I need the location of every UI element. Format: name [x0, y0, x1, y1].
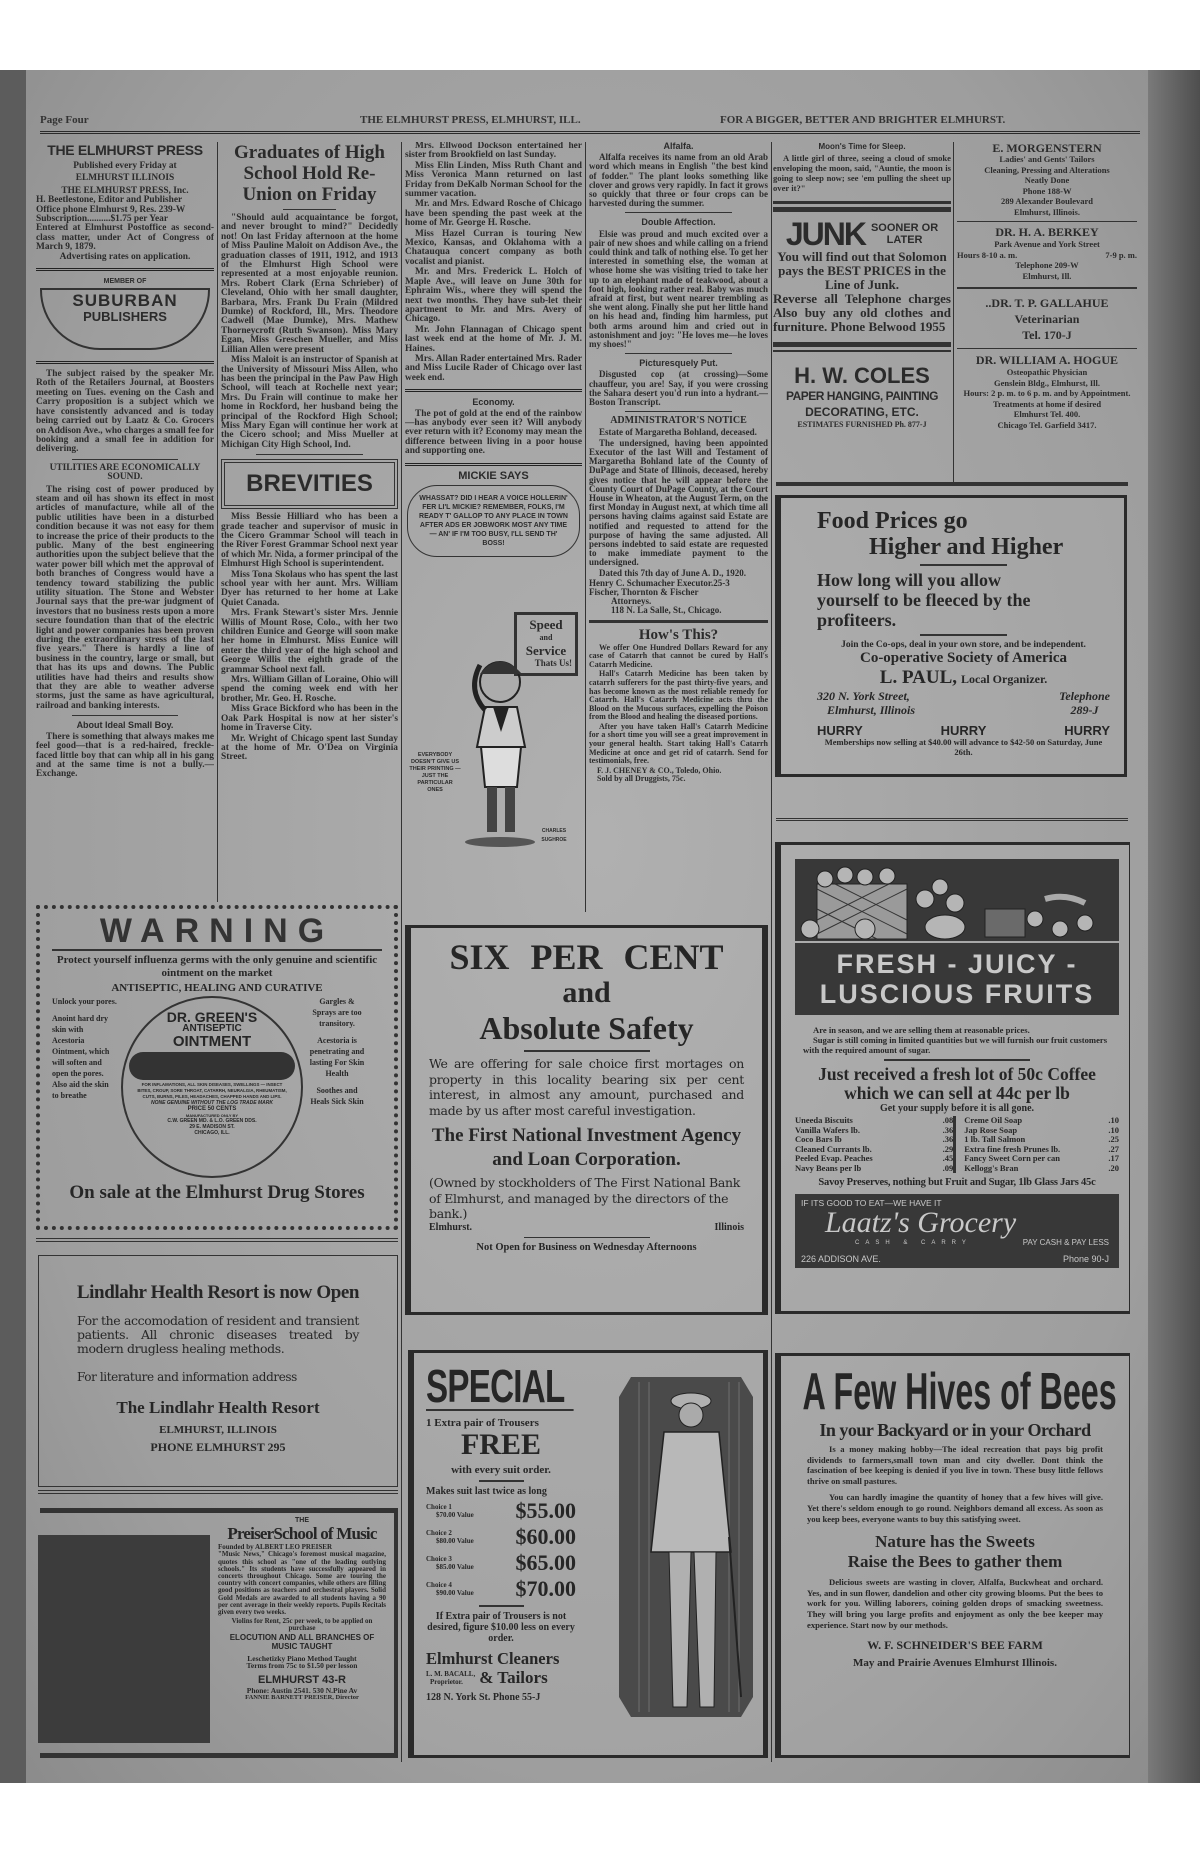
article-paragraph: There is something that always makes me feel good—that is a red-haired, freckle-faced little boy that can whip all in his gang and at the same time is not a bully.—Exchange.: [36, 731, 214, 780]
item-price: .36: [942, 1124, 954, 1135]
elmhurst-cleaners-ad: SPECIAL 1 Extra pair of Trousers FREE with every suit order. Makes suit last twice as long Choice 1 $70.00 Value $55.00 Choice 2 $80.00 Value $60.00 Choice 3 $85.00 Value $65.00 Choice 4 $90.00 Value $70.00 If Extra pair of Trousers is not desired, figure $10.00 less on every order. Elmhurst Cleaners L. M. BACALL, Proprietor. & Tailors 128 N. York St. Phone 55-J: [408, 1350, 768, 1758]
item-price: .45: [942, 1153, 954, 1163]
column-5: [773, 142, 951, 482]
headline-hows-this: How's This?: [638, 626, 719, 643]
dr-greens-seal: DR. GREEN'S ANTISEPTIC OINTMENT FOR INFLAMATIONS, ALL SKIN DISEASES, SWELLINGS — INSECT BITES, CROUP, SORE THROAT, CATARRH, NEURALGIA, RHEUMATISM, CUTS, BURNS, PILES, HEADACHES, CHAPPED HANDS AND LIPS. NONE GENUINE WITHOUT THE LOG TRADE MARK PRICE 50 CENTS MANUFACTURED ONLY BY C.W. GREEN MD. & L.O. GREEN DDS. 29 E. MADISON ST. CHICAGO, ILL.: [121, 996, 303, 1178]
column-2: [221, 142, 398, 904]
man-in-suit-illustration: [619, 1377, 754, 1737]
brevity-item: Mr. John Flannagan of Chicago spent last week end at the home of Mr. J. M. Haines.: [405, 324, 582, 354]
morgenstern-ad: E. MORGENSTERN Ladies' and Gents' Tailors Cleaning, Pressing and Alterations Neatly Done Phone 188-W 289 Alexander Boulevard Elmhurst, Illinois.: [984, 142, 1110, 217]
masthead-title: THE ELMHURST PRESS: [47, 142, 203, 158]
item-price: .27: [1108, 1143, 1119, 1154]
item-name: Fancy Sweet Corn per can: [964, 1153, 1060, 1163]
item-name: Cleaned Currants lb.: [795, 1143, 872, 1154]
item-price: .20: [1108, 1162, 1119, 1173]
article-paragraph: We offer One Hundred Dollars Reward for any case of Catarrh that cannot be cured by Hall's Catarrh Medicine.: [589, 642, 768, 669]
suit-choice: Choice 2 $80.00 Value $60.00: [426, 1524, 576, 1549]
ad-signature: Sold by all Druggists, 75c.: [597, 774, 686, 784]
masthead-published: Published every Friday at: [73, 161, 177, 171]
speed-service-sign: Speed and Service Thats Us!: [514, 612, 578, 676]
masthead-line: Entered at Elmhurst Postoffice as second-class matter, under Act of Congress of March 9, 1879.: [36, 223, 214, 253]
brevity-item: Miss Tona Skolaus who has spent the last school year with her aunt. Mrs. William Dyer has returned to her home at Lake Quiet Canada.: [221, 569, 398, 608]
article-paragraph: Elsie was proud and much excited over a pair of new shoes and while calling on a friend could think and talk of nothing else. To get her interested in something else, the woman at whose home she was visiting tried to take her up to an elephant made of teakwood, about a foot high, looking rather real. Baby was much afraid at first, but went nearer trembling as she went along. Finally she put her little hand on his head and, finding him harmless, put both arms around him and cried out in astonishment and joy: "He loves me—he loves my shoes!": [589, 228, 768, 350]
article-paragraph: "Should auld acquaintance be forgot, and never brought to mind?" Decidedly not! On last Friday afternoon at the home of Miss Pauline Maloit on Addison Ave., the graduation classes of 1911, 1912, and 1913 of the Elmhurst High School were represented at a most enjoyable reunion. Mrs. Robert Clark (Erna Schrieber) of Cleveland, Ohio with her small daughter, Barbara, Mrs. Frank Du Frain (Mildred Dumke) of Rockford, Ill., Mrs. Theodore Cadwell (Mae Dumke), Mrs. Mathew Thorneycroft (Ruth Swanson). Miss Mary Egan, Miss Greschen Mueller, and Miss Lillian Allen were present: [221, 213, 398, 355]
headline-double-affection: Double Affection.: [641, 217, 716, 228]
brevity-item: Mr. and Mrs. Frederick L. Holch of Maple Ave., will leave on June 30th for Ephraim Wis., where they will spend the next two months. They have sub-let their apartment to Mr. and Mrs. Avery of Chicago.: [405, 267, 582, 325]
coles-ad: H. W. COLES PAPER HANGING, PAINTING DECORATING, ETC. ESTIMATES FURNISHED Ph. 877-J: [785, 363, 939, 430]
price-row: [795, 1164, 955, 1174]
headline-administrators-notice: ADMINISTRATOR'S NOTICE: [610, 415, 747, 427]
portrait-photo: [38, 1535, 210, 1743]
article-paragraph: After you have taken Hall's Catarrh Medicine for a short time you will see a great improvement in your general health. Start taking Hall's Catarrh Medicine at once and get rid of catarrh. Send for testimonials, free.: [589, 721, 768, 766]
headline-moon: Moon's Time for Sleep.: [818, 142, 906, 151]
headline-utilities: UTILITIES ARE ECONOMICALLY SOUND.: [49, 462, 201, 483]
brevity-item: Mr. and Mrs. Edward Rosche of Chicago have been spending the past week at the home of Mr. George H. Rosche.: [405, 199, 582, 229]
item-name: Creme Oil Soap: [964, 1115, 1023, 1125]
suit-choice: Choice 3 $85.00 Value $65.00: [426, 1550, 576, 1575]
item-name: Extra fine fresh Prunes lb.: [964, 1143, 1061, 1154]
brevity-item: Mr. Wright of Chicago spent last Sunday at the home of Mr. O'Dea on Virginia Street.: [221, 733, 398, 763]
item-price: .36: [942, 1134, 954, 1144]
laatz-grocery-banner: IF ITS GOOD TO EAT—WE HAVE IT Laatz's Grocery CASH & CARRY PAY CASH & PAY LESS 226 ADDISON AVE. Phone 90-J: [795, 1194, 1119, 1268]
notice-signature: Henry C. Schumacher Executor.25-3: [589, 577, 730, 588]
mickie-says-cartoon: MICKIE SAYS WHASSAT? DID I HEAR A VOICE HOLLERIN' FER LI'L MICKIE? REMEMBER, FOLKS, I'M READY T' GALLOP TO ANY PLACE IN TOWN AFTER ADS ER JOBWORK MOST ANY TIME — AN' IF I'M TOO BUSY, I'LL SEND TH' BOSS! Speed and Service Thats Us! EVERYBODY DOESN'T GIVE US THEIR PRINTING — JUST THE PARTICULAR ONES CHARLES SUGHROE: [405, 472, 582, 852]
headline-picturesquely-put: Picturesquely Put.: [639, 358, 718, 369]
item-name: Peeled Evap. Peaches: [795, 1153, 873, 1163]
headline-alfalfa: Alfalfa.: [663, 142, 694, 151]
column-3: [405, 142, 582, 904]
item-price: .25: [1108, 1134, 1119, 1144]
lindlahr-health-resort-ad: Lindlahr Health Resort is now Open For the accomodation of resident and transient patients. All chronic diseases treated by modern drugless healing methods. For literature and information address The Lindlahr Health Resort ELMHURST, ILLINOIS PHONE ELMHURST 295: [38, 1255, 398, 1487]
bee-farm-ad: A Few Hives of Bees In your Backyard or in your Orchard Is a money making hobby—The ideal recreation that pays big profit dividends to farmers,small town man and city dweller. Dont think the fascination of bee keeping is denied if you live in town. These busy little fellows thrive on small pastures. You can hardly imagine the quantity of honey that a few hives will give. Yet there's seldom enough to go round. Neighbors demand all excess. As soon as you keep bees, everyone wants to buy this satisfying sweet. Nature has the Sweets Raise the Bees to gather them Delicious sweets are wasting in clover, Alfalfa, Buckwheat and orchard. Yes, and in sun flower, dandelion and other city growing blooms. Put the bees to work for you. Willing laborers, coining golden drops of smacking sweetness. They will bring you large profits and enjoyment as only the bee keeper may experience. Start now by our methods. W. F. SCHNEIDER'S BEE FARM May and Prairie Avenues Elmhurst Illinois.: [775, 1353, 1130, 1758]
item-name: Kellogg's Bran: [964, 1162, 1019, 1173]
article-paragraph: A little girl of three, seeing a cloud of smoke enveloping the moon, said, "Auntie, the moon is going to sleep now; see 'em pulling the sheet up over it?": [773, 153, 951, 194]
brevity-item: Miss Elin Linden, Miss Ruth Chant and Miss Veronica Mann returned on last Friday from DeKalb Norman School for the summer vacation.: [405, 160, 582, 200]
brevity-item: Mrs. William Gillan of Loraine, Ohio will spend the coming week end with her brother, Mr. Geo. H. Rosche.: [221, 675, 398, 704]
fruit-basket-illustration: [795, 859, 1119, 941]
article-paragraph: Alfalfa receives its name from an old Arab word which means in English "the best kind of fodder." The plant looks something like clover and grows very rapidly. In fact it grows so quickly that three or four crops can be harvested during the summer.: [589, 152, 768, 209]
column-1: [36, 142, 214, 904]
article-paragraph: Miss Maloit is an instructor of Spanish at the University of Missouri Miss Allen, who has been the principal in the Paw Paw High School, will teach at Rochelle next year; Mrs. Du Frain will continue to make her home in Rockford, her husband being the principal of the Rockford High School; Miss Mary Egan will continue her work at the Cicero school; and Miss Mueller at Michigan City High School, Ind.: [221, 355, 398, 450]
cartoon-note: EVERYBODY DOESN'T GIVE US THEIR PRINTING — JUST THE PARTICULAR ONES: [409, 751, 461, 793]
article-paragraph: Hall's Catarrh Medicine has been taken by catarrh sufferers for the past thirty-five years, and has become known as the most reliable remedy for Catarrh. Hall's Catarrh Medicine acts thru the Blood on the Mucous surfaces, expelling the Poison from the Blood and healing the diseased portions.: [589, 669, 768, 722]
hogue-ad: DR. WILLIAM A. HOGUE Osteopathic Physician Genslein Bldg., Elmhurst, Ill. Hours: 2 p. m. to 6 p. m. and by Appointment. Treatments at home if desired Elmhurst Tel. 400. Chicago Tel. Garfield 3417.: [963, 353, 1131, 430]
berkey-ad: DR. H. A. BERKEY Park Avenue and York Street Hours 8-10 a. m. 7-9 p. m. Telephone 209-W Elmhurst, Ill.: [957, 225, 1137, 281]
artist-signature: CHARLES SUGHROE: [541, 827, 567, 844]
item-name: Jap Rose Soap: [964, 1124, 1018, 1135]
suit-choice: Choice 4 $90.00 Value $70.00: [426, 1576, 576, 1601]
masthead-line: H. Beetlestone, Editor and Publisher: [36, 195, 183, 206]
article-paragraph: The rising cost of power produced by steam and oil has shown its effect in most articles of manufacture, while all of the public utilities have been in a disturbed condition because it was not easy for them to increase the price of their products to the public. Many of the best engineering authorities upon the subject believe that the water power bill which met the approval of both branches of Congress would have a tendency toward stabilizing the public utility situation. The Stone and Webster Journal says that the pre-war judgment of investors that no business rests upon a more secure foundation than that of the electric light and power companies has been proven during the extraordinary stress of the last five years." There is hardly a line of business in the country, large or small, but that has its ups and downs. The Public utilities have had theirs and results show that they are able to weather adverse storms, just the same as have agricultural, railroad and banking interests.: [36, 484, 214, 711]
brevity-item: Miss Hazel Curran is touring New Mexico, Kansas, and Oklahoma with a Chatauqua concert company as both vocalist and pianist.: [405, 228, 582, 267]
scan-edge-right: [1148, 70, 1200, 1783]
notice-signature: Attorneys.: [611, 596, 652, 607]
item-name: Coco Bars lb: [795, 1134, 842, 1144]
six-per-cent-ad: SIX PER CENT and Absolute Safety We are offering for sale choice first mortages on property in this locality bearing six per cent interest, in almost any amount, purchased and made by us after most careful investigation. The First National Investment Agency and Loan Corporation. (Owned by stockholders of The First National Bank of Elmhurst, and managed by the directors of the bank.) Elmhurst. Illinois Not Open for Business on Wednesday Afternoons: [405, 925, 768, 1315]
ad-signature: F. J. CHENEY & CO., Toledo, Ohio.: [597, 765, 722, 775]
brevity-item: Mrs. Ellwood Dockson entertained her sister from Brookfield on last Sunday.: [405, 142, 582, 161]
mickie-figure-illustration: [445, 652, 555, 852]
article-paragraph: Disgusted cop (at crossing)—Some chauffeur, you are! Say, if you were crossing the Sahara desert you'd run into a hydrant.—Boston Transcript.: [589, 369, 768, 408]
notice-signature: Fischer, Thornton & Fischer: [589, 586, 699, 597]
item-price: .17: [1108, 1153, 1119, 1163]
gallahue-ad: ..DR. T. P. GALLAHUE Veterinarian Tel. 170-J: [985, 296, 1109, 342]
price-row: [964, 1164, 1119, 1174]
hurry-text: HURRY: [817, 723, 863, 738]
headline-graduates: Graduates of High School Hold Re-Union on Friday: [234, 142, 385, 205]
fruits-banner: FRESH - JUICY - LUSCIOUS FRUITS: [795, 943, 1119, 1015]
suit-choice: Choice 1 $70.00 Value $55.00: [426, 1498, 576, 1523]
item-name: Vanilla Wafers lb.: [795, 1124, 860, 1135]
suburban-publishers-logo: MEMBER OF SUBURBAN PUBLISHERS: [36, 277, 214, 355]
food-prices-ad: Food Prices go Higher and Higher How long will you allow yourself to be fleeced by the profiteers. Join the Co-ops, deal in your own store, and be independent. Co-operative Society of America L. PAUL, Local Organizer. 320 N. York Street, Elmhurst, Illinois Telephone 289-J HURRY HURRY HURRY Memberships now selling at $40.00 will advance to $42-50 on Saturday, June 26th.: [775, 495, 1127, 777]
notice-paragraph: Estate of Margaretha Bohland, deceased.: [599, 427, 757, 438]
masthead-line: Office phone Elmhurst 9, Res. 239-W: [36, 204, 186, 215]
headline-small-boy: About Ideal Small Boy.: [76, 720, 174, 731]
page-header: [40, 112, 1140, 134]
item-price: .09: [942, 1162, 954, 1173]
headline-economy: Economy.: [472, 397, 515, 408]
price-list: [795, 1116, 1119, 1173]
item-name: Navy Beans per lb: [795, 1162, 862, 1173]
hurry-text: HURRY: [1064, 723, 1110, 738]
brevity-item: Miss Grace Bickford who has been in the Oak Park Hospital is now at her sister's home in Traverse City.: [221, 704, 398, 734]
column-4: [589, 142, 768, 907]
masthead-line: Subscription..........$1.75 per Year: [36, 214, 169, 225]
editorial-paragraph: The subject raised by the speaker Mr. Roth of the Retailers Journal, at Boosters meeting on Tues. evening on the Cash and Carry proposition is a subject which we have consistently advanced and is today being carried out by Laatz & Co. Grocers on Addison Ave., who charges a small fee for booking and a small fee in addition for delivering.: [36, 369, 214, 455]
item-name: 1 lb. Tall Salmon: [964, 1134, 1026, 1144]
brevity-item: Mrs. Frank Stewart's sister Mrs. Jennie Willis of Mount Rose, Colo., with her two children Eunice and George will soon make her home in Elmhurst. Miss Eunice will enter the third year of the high school and George Willis the eighth grade of the grammar School next fall.: [221, 608, 398, 675]
article-paragraph: The pot of gold at the end of the rainbow—has anybody ever seen it? Will anybody ever return with it? Economy may mean the difference between living in a poor house and supporting one.: [405, 408, 582, 457]
masthead-line: THE ELMHURST PRESS, Inc.: [61, 185, 189, 196]
notice-paragraph: The undersigned, having been appointed Executor of the last Will and Testament of Margaretha Bohland late of the County of DuPage and State of Illinois, deceased, hereby gives notice that he will appear before the County Court of DuPage County, at the Court House in Wheaton, at the August Term, on the first Monday in August next, at which time all persons having claims against said Estate are notified and requested to attend for the purpose of having the same adjusted. All persons indebted to said estate are requested to make immediate payment to the undersigned.: [589, 437, 768, 568]
page-number: Page Four: [40, 114, 89, 126]
item-price: .08: [942, 1115, 954, 1125]
laatz-grocery-ad: FRESH - JUICY - LUSCIOUS FRUITS Are in season, and we are selling them at reasonable prices. Sugar is still coming in limited quantities but we will furnish our fruit customers with the required amount of sugar. Just received a fresh lot of 50c Coffee which we can sell at 44c per lb Get your supply before it is all gone. Uneeda Biscuits .08 Vanilla Wafers lb. .36 Coco Bars lb .36 Cleaned Currants lb. .29 Peeled Evap. Peaches .45 Navy Beans per lb .09 Creme Oil Soap .10 Jap Rose Soap .10 1 lb. Tall Salmon .25 Extra fine fresh Prunes lb. .27 Fancy Sweet Corn per can .17 Kellogg's Bran .20 Savoy Preserves, nothing but Fruit and Sugar, 1lb Glass Jars 45c IF ITS GOOD TO EAT—WE HAVE IT Laatz's Grocery CASH & CARRY PAY CASH & PAY LESS 226 ADDISON AVE. Phone 90-J: [775, 842, 1130, 1314]
item-price: .10: [1108, 1124, 1119, 1135]
masthead-city: ELMHURST ILLINOIS: [75, 173, 175, 184]
warning-ointment-ad: WARNING Protect yourself influenza germs with the only genuine and scientific ointment on the market ANTISEPTIC, HEALING AND CURATIVE Unlock your pores. Anoint hard dry skin with Acestoria Ointment, which will soften and open the pores. Also aid the skin to breathe DR. GREEN'S ANTISEPTIC OINTMENT FOR INFLAMATIONS, ALL SKIN DISEASES, SWELLINGS — INSECT BITES, CROUP, SORE THROAT, CATARRH, NEURALGIA, RHEUMATISM, CUTS, BURNS, PILES, HEADACHES, CHAPPED HANDS AND LIPS. NONE GENUINE WITHOUT THE LOG TRADE MARK PRICE 50 CENTS MANUFACTURED ONLY BY C.W. GREEN MD. & L.O. GREEN DDS. 29 E. MADISON ST. CHICAGO, ILL. Gargles & Sprays are too transitory. Acestoria is penetrating and lasting For Skin Health Soothes and Heals Sick Skin On sale at the Elmhurst Drug Stores: [36, 905, 398, 1230]
brevity-item: Mrs. Allan Rader entertained Mrs. Rader and Miss Lucile Rader of Chicago over last week end.: [405, 353, 582, 383]
notice-paragraph: Dated this 7th day of June A. D., 1920.: [599, 567, 747, 578]
junk-ad: JUNK SOONER OR LATER You will find out that Solomon pays the BEST PRICES in the Line of Junk. Reverse all Telephone charges Also buy any old clothes and furniture. Phone Belwood 1955: [773, 216, 951, 335]
scan-edge-left: [0, 70, 26, 1783]
slogan: FOR A BIGGER, BETTER AND BRIGHTER ELMHURST.: [720, 114, 1006, 126]
hurry-text: HURRY: [940, 723, 987, 738]
paper-name: THE ELMHURST PRESS, ELMHURST, ILL.: [360, 114, 581, 126]
item-price: .10: [1108, 1115, 1119, 1125]
brevity-item: Miss Bessie Hilliard who has been a grade teacher and supervisor of music in the Cicero Grammar School will teach in the River Forest Grammar School next year of which Mr. Nida, a former principal of the Elmhurst High School is superintendent.: [221, 512, 398, 570]
preiser-school-of-music-ad: THE PreiserSchool of Music Founded by ALBERT LEO PREISER "Music News," Chicago's foremost musical magazine, quotes this school as "one of the leading outlying schools." Its students have successfully appeared in concerts throughout Chicago. Some are touring the country with concert companies, while others are filling good positions as teachers and orchestral players. Solid Gold Medals are awarded to all students having a 90 per cent average in their weekly reports. Pupils Recitals given every two weeks. Violins for Rent, 25c per week, to be applied on purchase ELOCUTION AND ALL BRANCHES OF MUSIC TAUGHT Leschetizky Piano Method Taught Terms from 75c to $1.50 per lesson ELMHURST 43-R Phone: Austin 2541. 530 N.Pine Av FANNIE BARNETT PREISER, Director: [40, 1508, 398, 1758]
speech-bubble: WHASSAT? DID I HEAR A VOICE HOLLERIN' FER LI'L MICKIE? REMEMBER, FOLKS, I'M READY T' GALLOP TO ANY PLACE IN TOWN AFTER ADS ER JOBWORK MOST ANY TIME — AN' IF I'M TOO BUSY, I'LL SEND TH' BOSS!: [407, 485, 580, 557]
laatz-logo: Laatz's Grocery: [825, 1206, 1017, 1239]
brevities-banner: BREVITIES: [221, 459, 398, 509]
log-trademark: [129, 1052, 295, 1080]
item-name: Uneeda Biscuits: [795, 1115, 853, 1125]
masthead-line: Advertising rates on application.: [59, 251, 191, 262]
item-price: .29: [942, 1143, 954, 1154]
column-6: [957, 142, 1137, 482]
notice-signature: 118 N. La Salle, St., Chicago.: [611, 605, 722, 616]
